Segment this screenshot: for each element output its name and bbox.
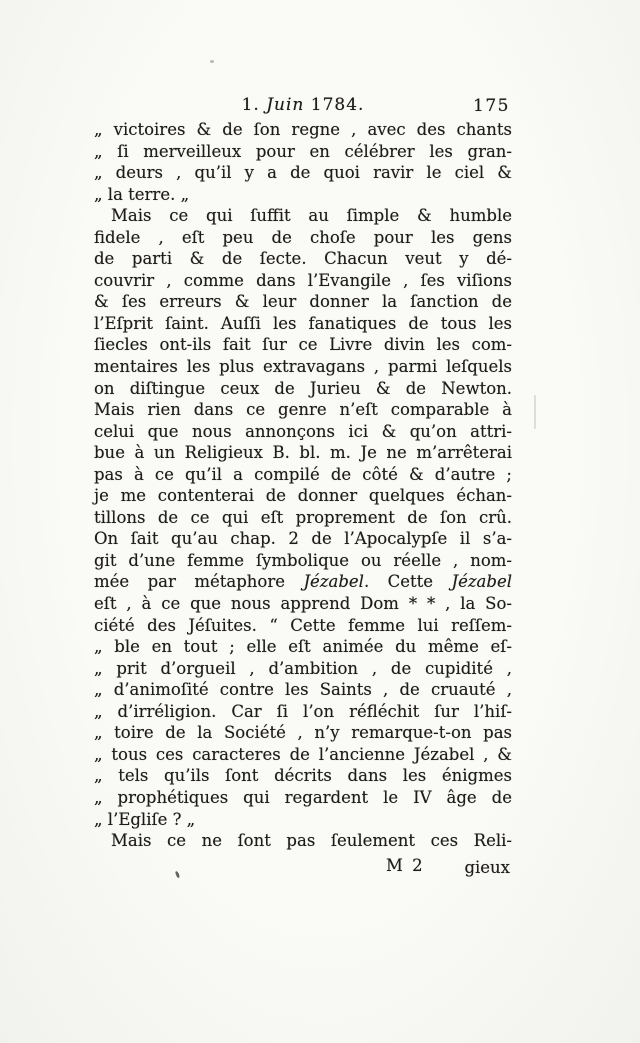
text-line (94, 378, 512, 400)
text-line (94, 593, 512, 615)
text-segment: „ tels qu’ils ſont décrits dans les énigmes (94, 766, 512, 786)
text-segment: „ prophétiques qui regardent le IV âge de (94, 787, 512, 807)
text-line (94, 356, 512, 378)
text-segment: couvrir , comme dans l’Evangile , ſes viſions (94, 270, 512, 290)
text-line (94, 270, 512, 292)
scan-streak (534, 395, 536, 429)
text-line (94, 421, 512, 443)
text-segment: On ſait qu’au chap. 2 de l’Apocalypſe il s’a- (94, 529, 512, 549)
text-line (94, 248, 512, 270)
text-segment: de parti & de ſecte. Chacun veut y dé- (94, 249, 512, 269)
text-segment: „ d’irréligion. Car ſi l’on réfléchit ſur l’hiſ- (94, 701, 512, 721)
text-line (94, 636, 512, 658)
text-segment: . Cette (363, 572, 452, 592)
signature-line (94, 855, 512, 877)
text-segment: git d’une femme ſymbolique ou réelle , nom- (94, 550, 512, 570)
text-line (94, 227, 512, 249)
text-segment: Juin (266, 95, 305, 115)
ink-speck (210, 60, 214, 63)
text-line (94, 291, 512, 313)
text-line (94, 658, 512, 680)
running-header (94, 95, 512, 117)
text-line (94, 119, 512, 141)
text-segment: Mais rien dans ce genre n’eſt comparable à (94, 400, 512, 420)
text-line (94, 334, 512, 356)
text-line (94, 830, 512, 852)
text-segment: ciété des Jéſuites. “ Cette femme lui reſſem- (94, 615, 512, 635)
text-line (94, 141, 512, 163)
text-segment: bue à un Religieux B. bl. m. Je ne m’arrêterai (94, 443, 512, 463)
text-line (94, 399, 512, 421)
text-line (94, 744, 512, 766)
text-segment: „ ble en tout ; elle eſt animée du même eſ- (94, 637, 512, 657)
text-segment: 1. (241, 95, 267, 115)
text-line (94, 184, 512, 206)
catchword: gieux (464, 857, 510, 877)
text-segment: je me contenterai de donner quelques échan- (94, 486, 512, 506)
text-segment: Mais ce ne ſont pas ſeulement ces Reli- (111, 831, 512, 851)
text-segment: „ ſi merveilleux pour en célébrer les gran- (94, 141, 512, 161)
text-segment: mentaires les plus extravagans , parmi leſquels (94, 357, 512, 377)
text-segment: „ deurs , qu’il y a de quoi ravir le ciel & (94, 163, 512, 183)
text-segment: „ victoires & de ſon regne , avec des chants (94, 120, 512, 139)
text-block (94, 119, 512, 877)
text-line (94, 722, 512, 744)
text-line (94, 507, 512, 529)
text-segment: „ prit d’orgueil , d’ambition , de cupidité , (94, 658, 512, 678)
text-line (94, 809, 512, 831)
text-line (94, 442, 512, 464)
text-segment: eſt , à ce que nous apprend Dom * * , la So- (94, 594, 512, 614)
text-line (94, 205, 512, 227)
text-segment: pas à ce qu’il a compilé de côté & d’autre ; (94, 464, 512, 484)
text-line (94, 464, 512, 486)
text-segment: fidele , eſt peu de choſe pour les gens (94, 227, 512, 247)
text-line (94, 571, 512, 593)
page-number: 175 (473, 96, 510, 116)
text-segment: „ d’animoſité contre les Saints , de cruauté , (94, 680, 512, 700)
text-segment: tillons de ce qui eſt proprement de ſon crû. (94, 507, 512, 527)
text-line (94, 787, 512, 809)
text-segment: ſiecles ont-ils fait ſur ce Livre divin les com- (94, 335, 512, 355)
text-segment: celui que nous annonçons ici & qu’on attri- (94, 421, 512, 441)
text-line (94, 528, 512, 550)
text-line (94, 550, 512, 572)
text-segment: 1784. (304, 95, 365, 115)
text-segment: „ la terre. „ (94, 184, 190, 204)
text-segment: mée par métaphore (94, 572, 304, 592)
text-segment: „ l’Egliſe ? „ (94, 809, 196, 829)
text-segment: & ſes erreurs & leur donner la ſanction de (94, 292, 512, 312)
text-segment: „ toire de la Société , n’y remarque-t-on pas (94, 723, 512, 743)
text-line (94, 313, 512, 335)
text-segment: Jézabel (451, 572, 512, 592)
text-line (94, 615, 512, 637)
text-line (94, 765, 512, 787)
text-line (94, 679, 512, 701)
text-segment: „ tous ces caracteres de l’ancienne Jézabel , & (94, 744, 512, 764)
text-line (94, 162, 512, 184)
text-segment: l’Eſprit ſaint. Auſſi les fanatiques de tous les (94, 313, 512, 333)
text-segment: Mais ce qui ſuffit au ſimple & humble (111, 206, 512, 226)
text-segment: on diſtingue ceux de Jurieu & de Newton. (94, 378, 512, 398)
text-line (94, 701, 512, 723)
text-segment: Jézabel (303, 572, 364, 592)
text-line (94, 485, 512, 507)
header-date (94, 95, 512, 115)
signature-mark: M 2 (386, 855, 425, 875)
